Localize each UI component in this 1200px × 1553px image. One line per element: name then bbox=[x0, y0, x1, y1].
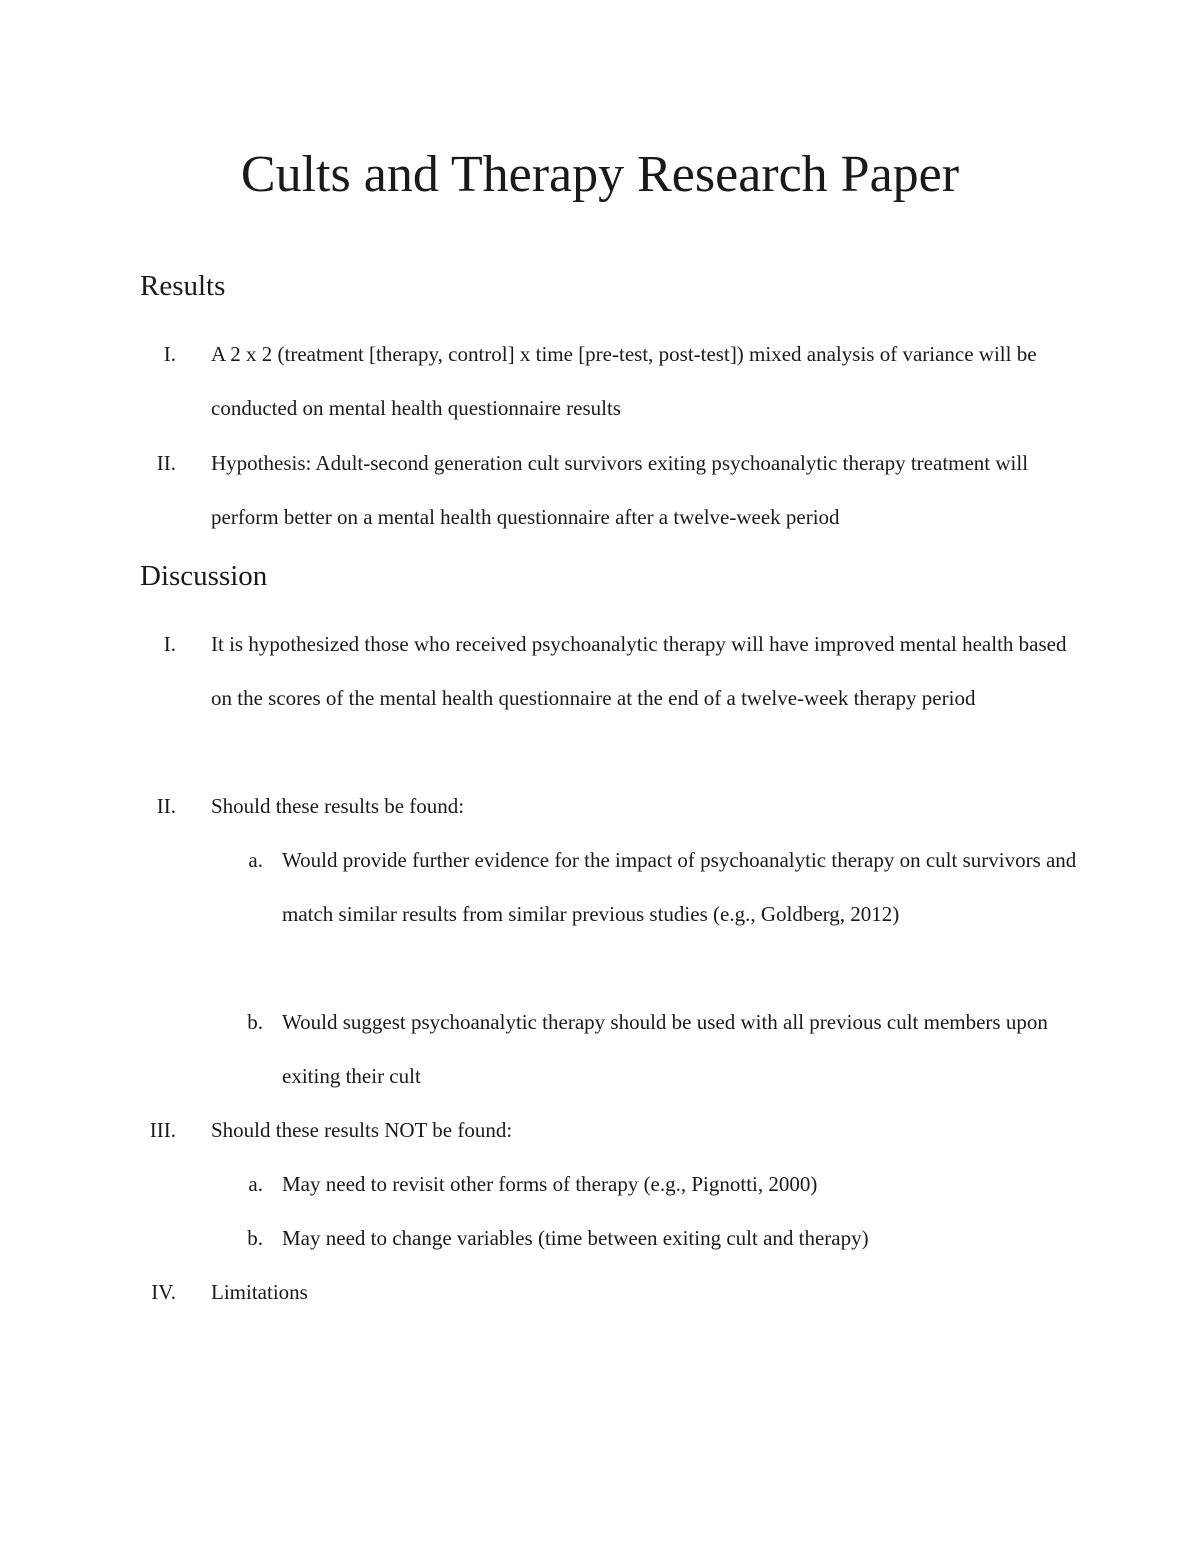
list-numeral: IV. bbox=[151, 1280, 176, 1304]
sublist-letter: b. bbox=[247, 1226, 263, 1250]
list-numeral: I. bbox=[163, 342, 176, 366]
list-item: Should these results be found: bbox=[211, 794, 465, 818]
results-heading: Results bbox=[140, 270, 226, 302]
sublist-item: Would provide further evidence for the impact of psychoanalytic therapy on cult survivors and match similar results from similar previous studies (e.g., Goldberg, 2012) bbox=[282, 848, 1077, 926]
list-numeral: II. bbox=[156, 451, 176, 475]
sublist-item: Would suggest psychoanalytic therapy should be used with all previous cult members upon exiting their cult bbox=[282, 1010, 1048, 1088]
list-item: It is hypothesized those who received psychoanalytic therapy will have improved mental health based on the scores of the mental health questionnaire at the end of a twelve-week therapy period bbox=[211, 632, 1067, 710]
discussion-heading: Discussion bbox=[140, 560, 268, 592]
list-numeral: I. bbox=[163, 632, 176, 656]
sublist-item: May need to revisit other forms of therapy (e.g., Pignotti, 2000) bbox=[282, 1172, 818, 1196]
list-item: Should these results NOT be found: bbox=[211, 1118, 513, 1142]
list-numeral: III. bbox=[149, 1118, 176, 1142]
list-numeral: II. bbox=[156, 794, 176, 818]
sublist-letter: a. bbox=[248, 1172, 263, 1196]
page-title: Cults and Therapy Research Paper bbox=[240, 146, 960, 203]
list-item: A 2 x 2 (treatment [therapy, control] x time [pre-test, post-test]) mixed analysis of variance will be conducted on mental health questionnaire results bbox=[211, 342, 1037, 420]
sublist-item: May need to change variables (time between exiting cult and therapy) bbox=[282, 1226, 869, 1250]
sublist-letter: b. bbox=[247, 1010, 263, 1034]
sublist-letter: a. bbox=[248, 848, 263, 872]
list-item: Hypothesis: Adult-second generation cult survivors exiting psychoanalytic therapy treatment will perform better on a mental health questionnaire after a twelve-week period bbox=[211, 451, 1029, 529]
list-item: Limitations bbox=[211, 1280, 308, 1304]
